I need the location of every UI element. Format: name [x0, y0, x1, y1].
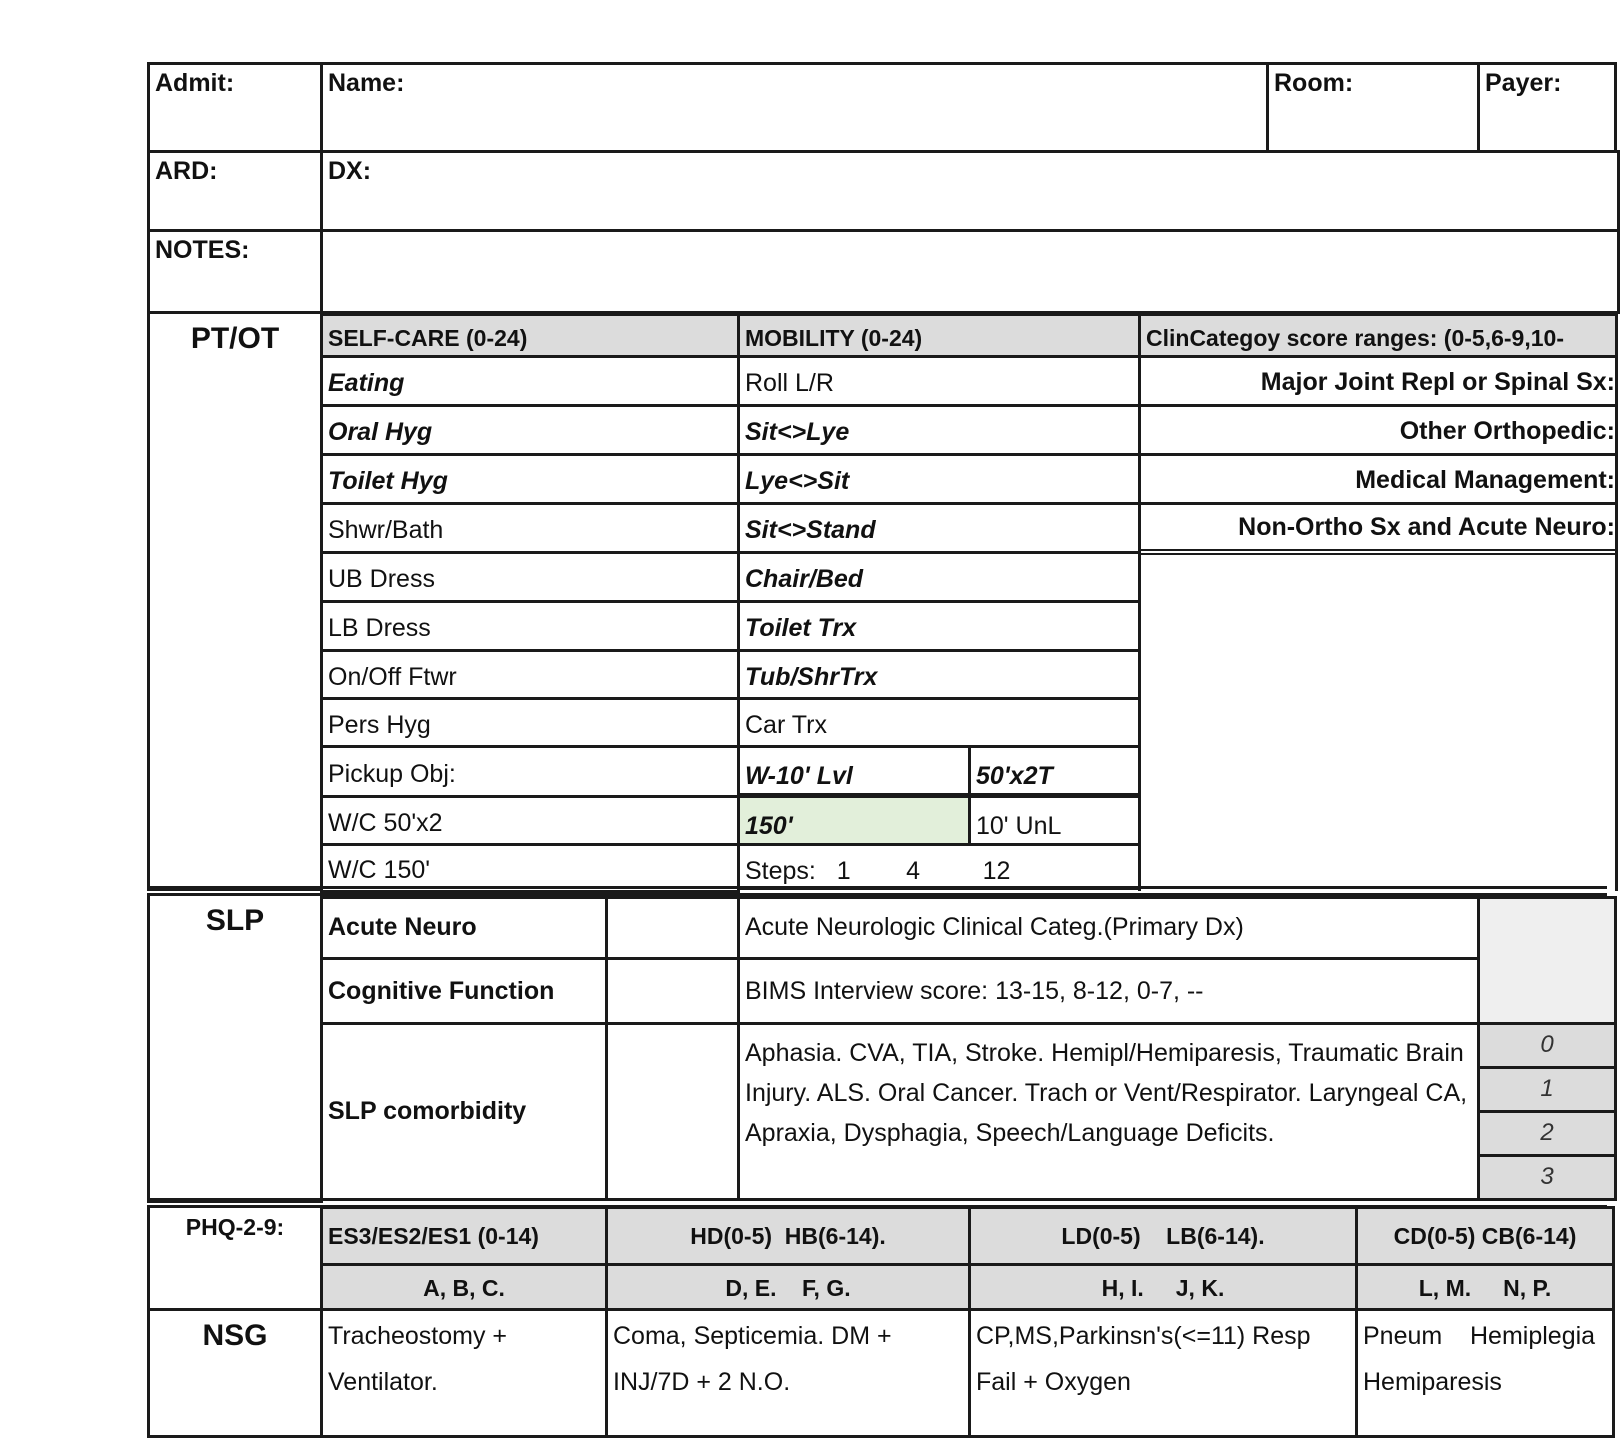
mobility-item[interactable]: Sit<>Lye: [737, 404, 1141, 456]
walk-item[interactable]: 150': [737, 795, 971, 846]
nsg-section-label: NSG: [147, 1308, 323, 1438]
selfcare-item[interactable]: W/C 150': [320, 843, 740, 893]
nsg-cell[interactable]: Coma, Septicemia. DM + INJ/7D + 2 N.O.: [605, 1308, 971, 1438]
selfcare-item[interactable]: Shwr/Bath: [320, 502, 740, 554]
walk-item[interactable]: W-10' Lvl: [737, 745, 971, 796]
slp-label-cognitive: Cognitive Function: [320, 957, 608, 1025]
walk-item[interactable]: 50'x2T: [968, 745, 1141, 796]
slp-input-comorbidity[interactable]: [605, 1022, 740, 1201]
selfcare-header: SELF-CARE (0-24): [320, 313, 740, 358]
payer-cell[interactable]: Payer:: [1477, 62, 1617, 153]
selfcare-item[interactable]: Eating: [320, 355, 740, 407]
notes-label: NOTES:: [147, 229, 323, 314]
phq-header: HD(0-5) HB(6-14).: [605, 1206, 971, 1266]
slp-score-0[interactable]: 0: [1477, 1022, 1617, 1069]
selfcare-item[interactable]: Oral Hyg: [320, 404, 740, 456]
phq-header: LD(0-5) LB(6-14).: [968, 1206, 1358, 1266]
slp-label-acute-neuro: Acute Neuro: [320, 896, 608, 960]
section-divider: [147, 886, 1607, 896]
selfcare-item[interactable]: W/C 50'x2: [320, 795, 740, 846]
mobility-item[interactable]: Chair/Bed: [737, 551, 1141, 603]
slp-section-label: SLP: [147, 893, 323, 1203]
phq-header: ES3/ES2/ES1 (0-14): [320, 1206, 608, 1266]
mobility-item[interactable]: Roll L/R: [737, 355, 1141, 407]
slp-score-3[interactable]: 3: [1477, 1154, 1617, 1201]
selfcare-item[interactable]: On/Off Ftwr: [320, 649, 740, 700]
slp-label-comorbidity: SLP comorbidity: [320, 1022, 608, 1201]
slp-input-acute-neuro[interactable]: [605, 896, 740, 960]
phq-subheader: L, M. N, P.: [1355, 1263, 1615, 1311]
slp-score-2[interactable]: 2: [1477, 1110, 1617, 1157]
mobility-item[interactable]: Car Trx: [737, 697, 1141, 748]
phq-subheader: H, I. J, K.: [968, 1263, 1358, 1311]
slp-score-1[interactable]: 1: [1477, 1066, 1617, 1113]
notes-field[interactable]: [320, 229, 1620, 314]
selfcare-item[interactable]: LB Dress: [320, 600, 740, 652]
mobility-item[interactable]: Tub/ShrTrx: [737, 649, 1141, 700]
slp-desc-cognitive: BIMS Interview score: 13-15, 8-12, 0-7, --: [737, 957, 1480, 1025]
room-cell[interactable]: Room:: [1266, 62, 1480, 153]
walk-item[interactable]: 10' UnL: [968, 795, 1141, 846]
ptot-section-label: PT/OT: [147, 311, 323, 891]
clincat-nonortho: Non-Ortho Sx and Acute Neuro:: [1138, 502, 1618, 555]
nsg-cell[interactable]: Tracheostomy + Ventilator.: [320, 1308, 608, 1438]
name-cell[interactable]: Name:: [320, 62, 1269, 153]
nsg-cell[interactable]: CP,MS,Parkinsn's(<=11) Resp Fail + Oxygen: [968, 1308, 1358, 1438]
dx-cell[interactable]: DX:: [320, 150, 1620, 232]
phq-header: CD(0-5) CB(6-14): [1355, 1206, 1615, 1266]
clincat-other-ortho: Other Orthopedic:: [1138, 404, 1618, 456]
selfcare-item[interactable]: Toilet Hyg: [320, 453, 740, 505]
slp-desc-comorbidity: Aphasia. CVA, TIA, Stroke. Hemipl/Hemiparesis, Traumatic Brain Injury. ALS. Oral Cancer. Trach or Vent/Respirator. Laryngeal CA, Apraxia, Dysphagia, Speech/Language Deficits.: [737, 1022, 1480, 1201]
nsg-cell[interactable]: Pneum Hemiplegia Hemiparesis: [1355, 1308, 1615, 1438]
phq-subheader: D, E. F, G.: [605, 1263, 971, 1311]
phq-section-label: PHQ-2-9:: [147, 1205, 323, 1311]
slp-input-cognitive[interactable]: [605, 957, 740, 1025]
clincat-major-joint: Major Joint Repl or Spinal Sx:: [1138, 355, 1618, 407]
mobility-item[interactable]: Toilet Trx: [737, 600, 1141, 652]
selfcare-item[interactable]: Pickup Obj:: [320, 745, 740, 798]
ard-cell[interactable]: ARD:: [147, 150, 323, 232]
clincat-header: ClinCategoy score ranges: (0-5,6-9,10-: [1138, 313, 1618, 358]
slp-desc-acute-neuro: Acute Neurologic Clinical Categ.(Primary Dx): [737, 896, 1480, 960]
mobility-header: MOBILITY (0-24): [737, 313, 1141, 358]
phq-subheader: A, B, C.: [320, 1263, 608, 1311]
steps-item[interactable]: Steps: 1 4 12: [737, 843, 1141, 890]
slp-score-header: [1477, 896, 1617, 1025]
clincat-medical: Medical Management:: [1138, 453, 1618, 505]
selfcare-item[interactable]: UB Dress: [320, 551, 740, 603]
selfcare-item[interactable]: Pers Hyg: [320, 697, 740, 748]
admit-cell[interactable]: Admit:: [147, 62, 323, 153]
mobility-item[interactable]: Lye<>Sit: [737, 453, 1141, 505]
mobility-item[interactable]: Sit<>Stand: [737, 502, 1141, 554]
